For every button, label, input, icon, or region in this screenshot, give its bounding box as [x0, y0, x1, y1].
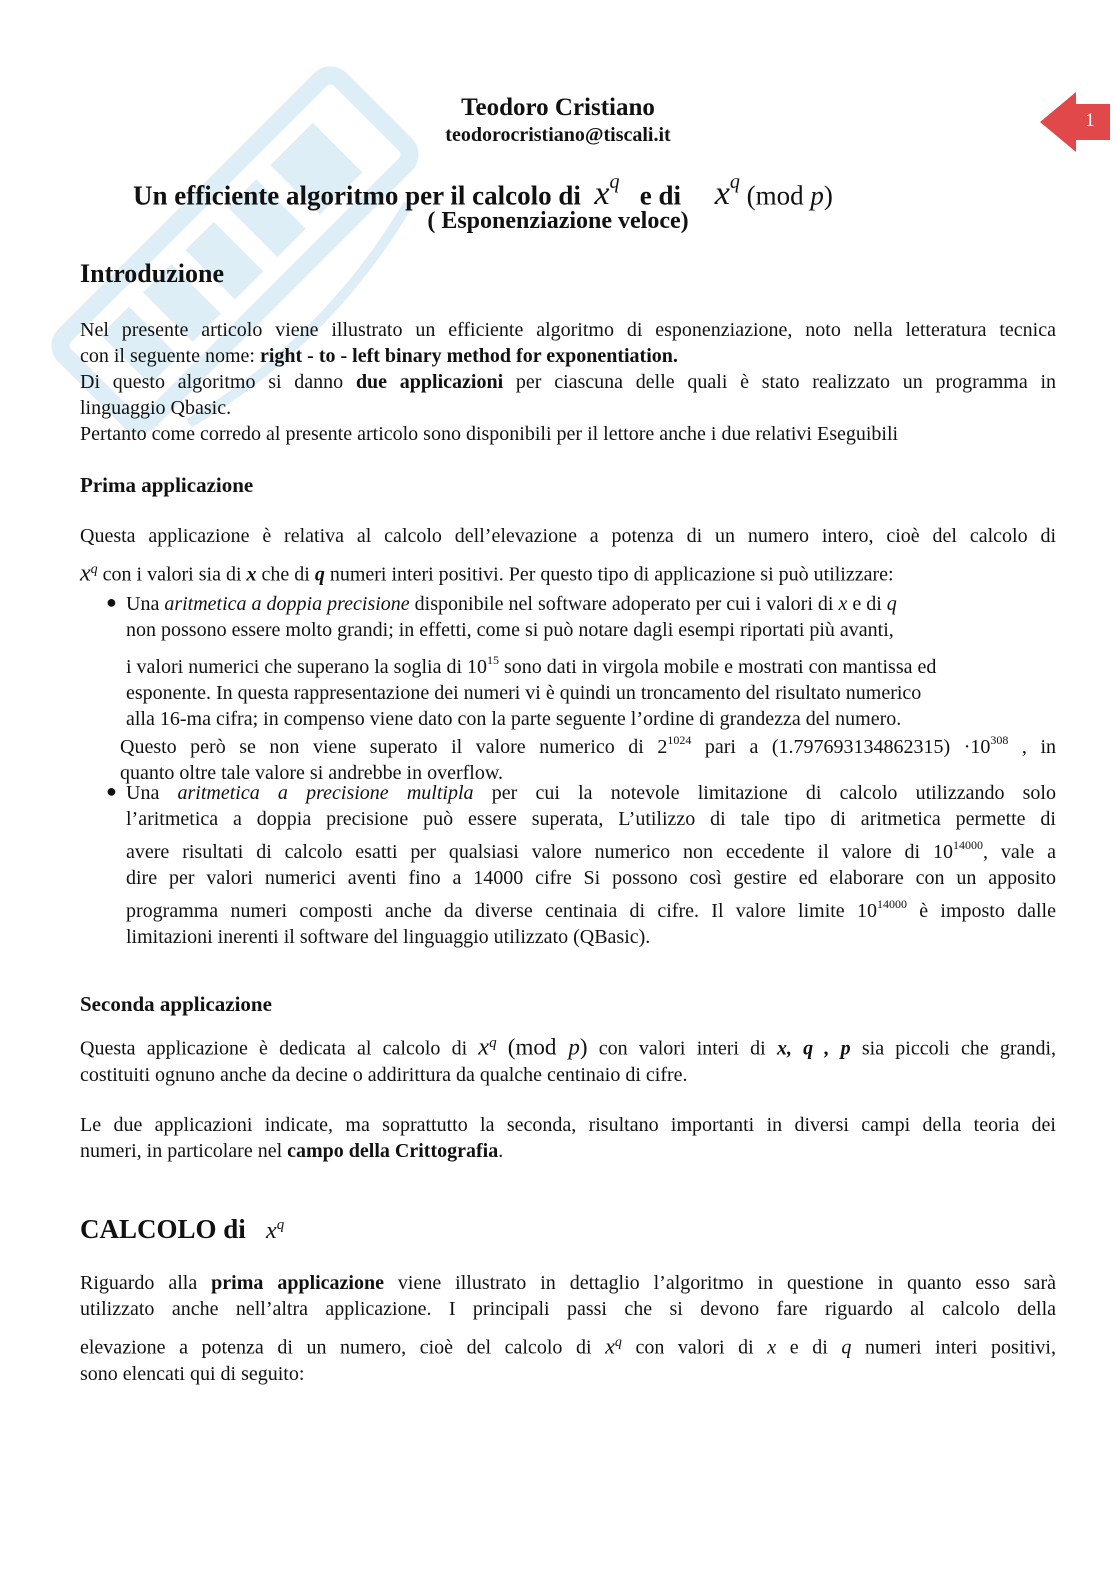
bullet-precisione-multipla: [126, 780, 1056, 950]
prima-line: $x^q$ con i valori sia di x che di q numeri interi positivi. Per questo tipo di applicazione si può utilizzare:: [80, 560, 894, 587]
bullet-line: limitazioni inerenti il software del linguaggio utilizzato (QBasic).: [126, 926, 651, 948]
intro-line: Di questo algoritmo si danno due applicazioni per ciascuna delle quali è stato realizzato un programma in: [80, 371, 1056, 393]
bullet-line: avere risultati di calcolo esatti per qualsiasi valore numerico non eccedente il valore di $10^{14000}$, vale a: [126, 838, 1057, 863]
heading-calcolo: CALCOLO di $x^q$: [80, 1214, 285, 1244]
bullet-line: Una aritmetica a precisione multipla per cui la notevole limitazione di calcolo utilizzando solo: [126, 782, 1056, 804]
calcolo-math-power: $x^q$: [266, 1217, 285, 1244]
intro-line: linguaggio Qbasic.: [80, 397, 232, 419]
intro-paragraph: [80, 317, 1056, 447]
bullet-line: i valori numerici che superano la soglia di $10^{15}$ sono dati in virgola mobile e mostrati con mantissa ed: [126, 653, 937, 678]
crittografia-paragraph: [80, 1112, 1056, 1164]
bullet-icon: ●: [106, 592, 117, 612]
calcolo-line: Riguardo alla prima applicazione viene illustrato in dettaglio l’algoritmo in questione in quanto esso sarà: [80, 1272, 1056, 1294]
title-text-1: Un efficiente algoritmo per il calcolo di: [133, 180, 581, 211]
bullet-doppia-precisione: [126, 591, 1036, 732]
prima-line: Questa applicazione è relativa al calcolo dell’elevazione a potenza di un numero intero, cioè del calcolo di: [80, 525, 1056, 547]
crittografia-line: numeri, in particolare nel campo della Crittografia.: [80, 1140, 504, 1162]
heading-seconda-applicazione: Seconda applicazione: [80, 992, 272, 1016]
intro-line: Pertanto come corredo al presente articolo sono disponibili per il lettore anche i due relativi Eseguibili: [80, 423, 899, 445]
author-email: teodorocristiano@tiscali.it: [445, 124, 671, 146]
seconda-line: costituiti ognuno anche da decine o addirittura da qualche centinaio di cifre.: [80, 1063, 688, 1086]
prima-paragraph: [80, 523, 1056, 588]
bullet-doppia-continuation: [120, 727, 1056, 786]
calcolo-line: elevazione a potenza di un numero, cioè del calcolo di $x^q$ con valori di x e di q numeri interi positivi,: [80, 1333, 1056, 1359]
intro-line: con il seguente nome: right - to - left binary method for exponentiation.: [80, 345, 678, 367]
page-number: 1: [1085, 110, 1095, 131]
bullet-line: non possono essere molto grandi; in effetti, come si può notare dagli esempi riportati più avanti,: [126, 619, 894, 641]
intro-line: Nel presente articolo viene illustrato un efficiente algoritmo di esponenziazione, noto nella letteratura tecnica: [80, 319, 1056, 341]
seconda-line: Questa applicazione è dedicata al calcolo di $x^q$ (mod p) con valori interi di x, q , p sia piccoli che grandi,: [80, 1034, 1057, 1061]
bullet-line: dire per valori numerici aventi fino a 14000 cifre Si possono così gestire ed elaborare con un apposito: [126, 867, 1056, 889]
bullet-line: programma numeri composti anche da diverse centinaia di cifre. Il valore limite $10^{14000}$ è imposto dalle: [126, 897, 1056, 922]
calcolo-line: utilizzato anche nell’altra applicazione. I principali passi che si devono fare riguardo al calcolo della: [80, 1298, 1056, 1320]
bullet-line: l’aritmetica a doppia precisione può essere superata, L’utilizzo di tale tipo di aritmetica permette di: [126, 808, 1056, 830]
calcolo-paragraph: [80, 1270, 1056, 1387]
heading-introduzione: Introduzione: [80, 259, 224, 288]
title-text-2: e di: [639, 180, 682, 211]
bullet-line: alla 16-ma cifra; in compenso viene dato con la parte seguente l’ordine di grandezza del numero.: [126, 708, 902, 730]
heading-prima-applicazione: Prima applicazione: [80, 473, 254, 497]
author-name: Teodoro Cristiano: [461, 94, 655, 121]
bullet-line: Questo però se non viene superato il valore numerico di $2^{1024}$ pari a $(1.797693134862315) \cdot 10^{308}$ , in: [120, 733, 1057, 758]
bullet-icon: ●: [106, 781, 117, 801]
title-mod: (mod p): [746, 180, 833, 211]
seconda-paragraph: [80, 1030, 1056, 1088]
crittografia-line: Le due applicazioni indicate, ma soprattutto la seconda, risultano importanti in diversi campi della teoria dei: [80, 1114, 1056, 1136]
calcolo-line: sono elencati qui di seguito:: [80, 1362, 305, 1385]
title-math-power: $x^q$: [594, 171, 620, 213]
bullet-line: quanto oltre tale valore si andrebbe in overflow.: [120, 762, 504, 784]
bullet-line: Una aritmetica a doppia precisione disponibile nel software adoperato per cui i valori di x e di q: [126, 593, 897, 615]
document-subtitle: ( Esponenziazione veloce): [427, 208, 689, 234]
title-math-power-2: $x^q$: [714, 171, 740, 213]
bullet-line: esponente. In questa rappresentazione dei numeri vi è quindi un troncamento del risultato numerico: [126, 682, 922, 704]
